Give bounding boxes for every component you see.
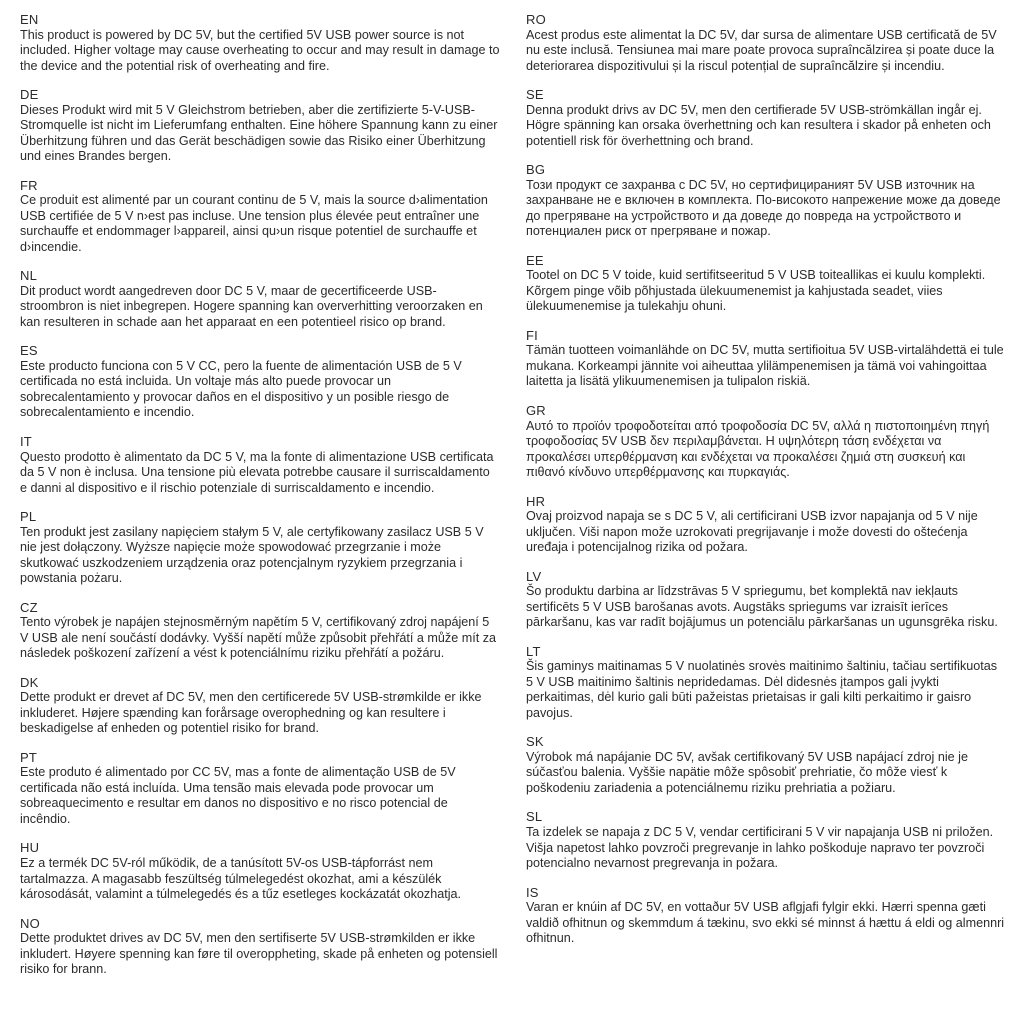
warning-text: Denna produkt drivs av DC 5V, men den certifierade 5V USB-strömkällan ingår ej. Högre spänning kan orsaka överhettning och kan resultera i skador på enheten och potentiell risk för överhettning och brand.	[526, 102, 991, 148]
warning-text: Tento výrobek je napájen stejnosměrným napětím 5 V, certifikovaný zdroj napájení 5 V USB ale není součástí dodávky. Vyšší napětí může způsobit přehřátí a může mít za následek poškození zařízení a vést k potenciálnímu riziku přehřátí a požáru.	[20, 615, 496, 661]
language-section-is	[526, 885, 1006, 947]
language-section-ro	[526, 12, 1006, 74]
language-code: PT	[20, 749, 38, 765]
language-code: HU	[20, 840, 40, 856]
language-section-es	[20, 343, 500, 421]
language-section-pt	[20, 750, 500, 828]
warning-text: Αυτό το προϊόν τροφοδοτείται από τροφοδοσία DC 5V, αλλά η πιστοποιημένη πηγή τροφοδοσίας 5V USB δεν περιλαμβάνεται. Η υψηλότερη τάση ενδέχεται να προκαλέσει υπερθέρμανση και ενδέχεται να προκαλέσει ζημιά στη συσκευή και πιθανό κίνδυνο υπερθέρμανσης και πυρκαγιάς.	[526, 418, 990, 480]
warning-text: Tämän tuotteen voimanlähde on DC 5V, mutta sertifioitua 5V USB-virtalähdettä ei tule mukana. Korkeampi jännite voi aiheuttaa ylilämpenemisen ja tämä voi vahingoittaa laitetta ja lisätä ylikuumenemisen ja tulipalon riskiä.	[526, 343, 1004, 389]
language-code: DE	[20, 87, 39, 103]
warning-text: Acest produs este alimentat la DC 5V, dar sursa de alimentare USB certificată de 5V nu este inclusă. Tensiunea mai mare poate provoca supraîncălzirea și poate duce la deteriorarea dispozitivului și la riscul potențial de supraîncălzire și incendiu.	[526, 27, 997, 73]
language-code: NO	[20, 915, 40, 931]
language-section-se	[526, 87, 1006, 149]
warning-text: Dieses Produkt wird mit 5 V Gleichstrom betrieben, aber die zertifizierte 5-V-USB-Stromquelle ist nicht im Lieferumfang enthalten. Eine höhere Spannung kann zu einer Überhitzung führen und das Gerät beschädigen sowie das Risiko einer Überhitzung und eines Brandes bergen.	[20, 102, 498, 164]
language-section-sk	[526, 734, 1006, 796]
language-section-dk	[20, 675, 500, 737]
warning-text: Dette produktet drives av DC 5V, men den sertifiserte 5V USB-strømkilden er ikke inkludert. Høyere spenning kan føre til overoppheting, skade på enheten og potensiell risiko for brann.	[20, 931, 498, 977]
language-section-cz	[20, 600, 500, 662]
warning-text: Šo produktu darbina ar līdzstrāvas 5 V spriegumu, bet komplektā nav iekļauts sertificēts 5 V USB barošanas avots. Augstāks spriegums var izraisīt ierīces pārkaršanu, kas var radīt bojājumus un potenciālu pārkaršanas un ugunsgrēka risku.	[526, 584, 998, 630]
warning-text: Varan er knúin af DC 5V, en vottaður 5V USB aflgjafi fylgir ekki. Hærri spenna gæti valdið ofhitnun og skemmdum á tækinu, svo ekki sé minnst á hættu á eldi og almennri ofhitnun.	[526, 900, 1005, 946]
warning-text: Dit product wordt aangedreven door DC 5 V, maar de gecertificeerde USB-stroombron is niet inbegrepen. Hogere spanning kan oververhitting veroorzaken en kan resulteren in schade aan het apparaat en een potentieel risico op brand.	[20, 283, 483, 329]
warning-text: Questo prodotto è alimentato da DC 5 V, ma la fonte di alimentazione USB certificata da 5 V non è inclusa. Una tensione più elevata potrebbe causare il surriscaldamento e danni al dispositivo e il rischio potenziale di surriscaldamento e incendio.	[20, 449, 494, 495]
language-code: ES	[20, 343, 38, 359]
warning-text: Ovaj proizvod napaja se s DC 5 V, ali certificirani USB izvor napajanja od 5 V nije uključen. Viši napon može uzrokovati pregrijavanje i može dovesti do oštećenja uređaja i potencijalnog rizika od požara.	[526, 509, 978, 555]
warning-text: This product is powered by DC 5V, but the certified 5V USB power source is not included. Higher voltage may cause overheating to occur and may result in damage to the device and the potential risk of overheating and fire.	[20, 27, 500, 73]
language-code: CZ	[20, 599, 38, 615]
language-section-gr	[526, 403, 1006, 481]
language-code: NL	[20, 268, 38, 284]
language-section-bg	[526, 162, 1006, 240]
language-code: SE	[526, 87, 544, 103]
right-column	[526, 12, 1006, 991]
language-section-lv	[526, 569, 1006, 631]
language-code: RO	[526, 12, 546, 27]
warning-text: Този продукт се захранва с DC 5V, но сертифицираният 5V USB източник на захранване не е включен в комплекта. По-високото напрежение може да доведе до прегряване на устройството и да доведе до повреда на устройството и потенциален риск от прегряване и пожар.	[526, 177, 1001, 239]
language-section-de	[20, 87, 500, 165]
language-code: FI	[526, 327, 538, 343]
warning-text: Ta izdelek se napaja z DC 5 V, vendar certificirani 5 V vir napajanja USB ni priložen. Višja napetost lahko povzroči pregrevanje in lahko poškoduje napravo ter povzroči potencialno nevarnost pregrevanja in požara.	[526, 825, 994, 871]
language-section-hu	[20, 840, 500, 902]
language-section-nl	[20, 268, 500, 330]
warning-text: Ez a termék DC 5V-ról működik, de a tanúsított 5V-os USB-tápforrást nem tartalmazza. A magasabb feszültség túlmelegedést okozhat, ami a készülék károsodását, valamint a túlmelegedés és a tűz esetleges kockázatát okozhatja.	[20, 856, 462, 902]
language-code: PL	[20, 509, 37, 525]
language-code: LV	[526, 568, 542, 584]
warning-text: Ce produit est alimenté par un courant continu de 5 V, mais la source d›alimentation USB certifiée de 5 V n›est pas incluse. Une tension plus élevée peut entraîner une surchauffe et endommager l›appareil, ainsi qu›un risque potentiel de surchauffe et d›incendie.	[20, 193, 488, 254]
language-code: EE	[526, 252, 544, 268]
warning-text: Este producto funciona con 5 V CC, pero la fuente de alimentación USB de 5 V certificada no está incluida. Un voltaje más alto puede provocar un sobrecalentamiento y provocar daños en el dispositivo y un posible riesgo de sobrecalentamiento e incendio.	[20, 358, 462, 420]
language-section-fi	[526, 328, 1006, 390]
language-code: GR	[526, 402, 546, 418]
language-section-fr	[20, 178, 500, 256]
language-section-hr	[526, 494, 1006, 556]
language-code: IS	[526, 884, 539, 900]
warning-text: Šis gaminys maitinamas 5 V nuolatinės srovės maitinimo šaltiniu, tačiau sertifikuotas 5 V USB maitinimo šaltinis nepridedamas. Dėl didesnės įtampos gali įvykti perkaitimas, dėl kurio gali būti pažeistas prietaisas ir gali kilti perkaitimo ir gaisro pavojus.	[526, 659, 998, 720]
warning-text: Ten produkt jest zasilany napięciem stałym 5 V, ale certyfikowany zasilacz USB 5 V nie jest dołączony. Wyższe napięcie może spowodować przegrzanie i może skutkować uszkodzeniem urządzenia oraz potencjalnym ryzykiem przegrzania i powstania pożaru.	[20, 524, 484, 586]
warning-text: Výrobok má napájanie DC 5V, avšak certifikovaný 5V USB napájací zdroj nie je súčasťou balenia. Vyššie napätie môže spôsobiť prehriatie, čo môže viesť k poškodeniu zariadenia a potenciálnemu riziku prehriatia a požiaru.	[526, 749, 968, 795]
language-code: HR	[526, 493, 546, 509]
language-section-pl	[20, 509, 500, 587]
language-code: IT	[20, 433, 32, 449]
language-code: LT	[526, 643, 541, 659]
language-section-it	[20, 434, 500, 496]
language-code: SL	[526, 809, 543, 825]
language-code: BG	[526, 162, 546, 178]
left-column	[20, 12, 500, 991]
warning-text: Tootel on DC 5 V toide, kuid sertifitseeritud 5 V USB toiteallikas ei kuulu komplekti. Kõrgem pinge võib põhjustada ülekuumenemist ja kahjustada seadet, viies ülekuumenemise ja tulekahju ohuni.	[526, 268, 986, 314]
language-code: EN	[20, 12, 39, 27]
language-section-sl	[526, 809, 1006, 871]
language-section-ee	[526, 253, 1006, 315]
language-section-en	[20, 12, 500, 74]
language-code: SK	[526, 734, 544, 750]
language-section-lt	[526, 644, 1006, 722]
language-code: FR	[20, 177, 38, 193]
language-section-no	[20, 916, 500, 978]
language-code: DK	[20, 674, 39, 690]
warning-text: Este produto é alimentado por CC 5V, mas a fonte de alimentação USB de 5V certificada não está incluída. Uma tensão mais elevada pode provocar um sobreaquecimento e resultar em danos no dispositivo e no risco potencial de incêndio.	[20, 765, 456, 826]
warning-text: Dette produkt er drevet af DC 5V, men den certificerede 5V USB-strømkilde er ikke inkluderet. Højere spænding kan forårsage overophedning og kan resultere i beskadigelse af enheden og potentiel risiko for brand.	[20, 690, 482, 736]
